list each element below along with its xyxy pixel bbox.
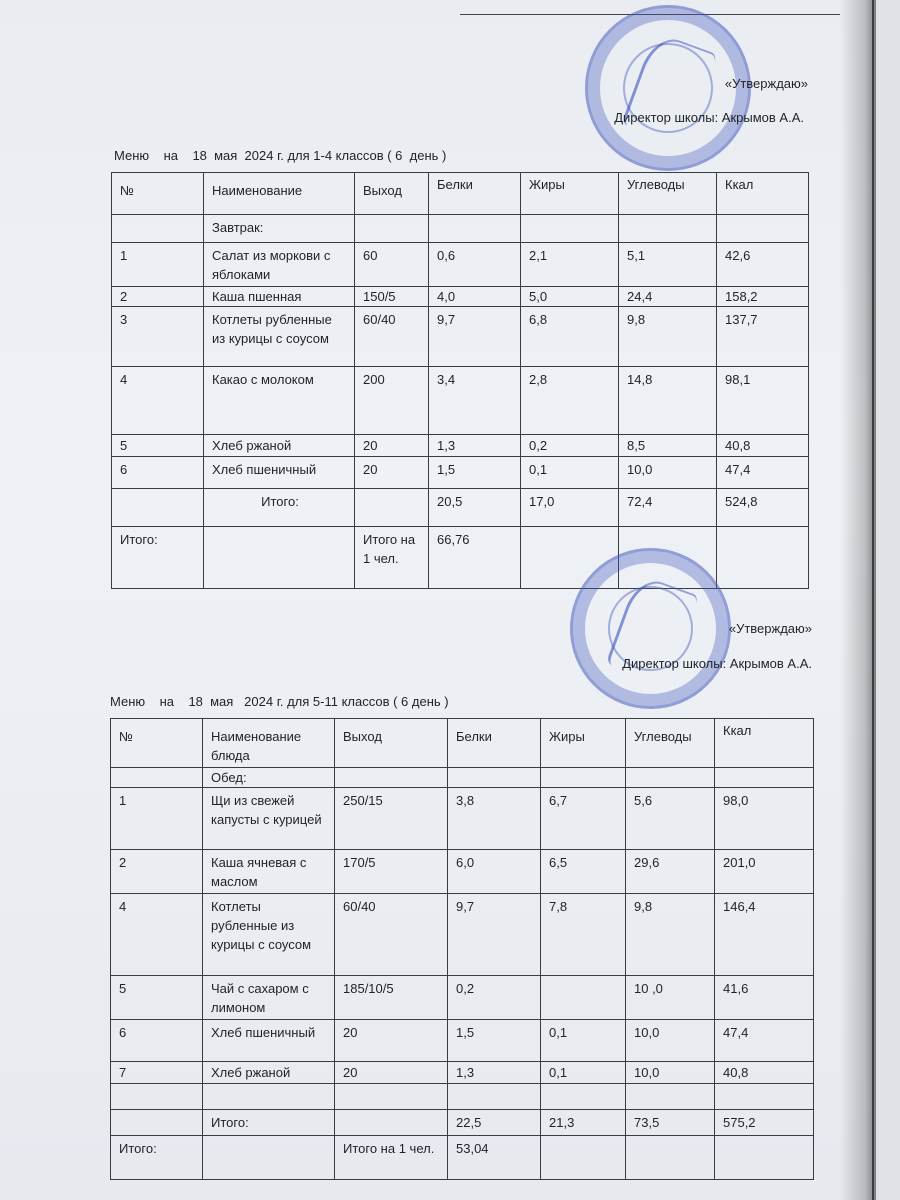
row-number: 6: [112, 457, 204, 489]
dish-protein: 4,0: [429, 287, 521, 307]
menu2-header-cell: Наименование блюда: [203, 719, 335, 768]
menu1-section-label: Завтрак:: [204, 215, 355, 243]
dish-name: Хлеб пшеничный: [204, 457, 355, 489]
dish-name: Чай с сахаром с лимоном: [203, 976, 335, 1020]
menu1-title: Меню на 18 мая 2024 г. для 1-4 классов ( 6 день ): [114, 148, 447, 163]
menu1-header-cell: №: [112, 173, 204, 215]
dish-protein: 1,5: [429, 457, 521, 489]
menu2-header-cell: №: [111, 719, 203, 768]
dish-output: 60/40: [355, 307, 429, 367]
menu1-header-cell: Белки: [429, 173, 521, 215]
table-row: [111, 976, 814, 1020]
dish-carbs: 5,6: [626, 788, 715, 850]
table-row: [111, 788, 814, 850]
dish-fat: [541, 976, 626, 1020]
dish-kcal: 201,0: [715, 850, 814, 894]
table-row: [111, 1062, 814, 1084]
menu2-header-cell: Ккал: [715, 719, 814, 768]
subtotal-kcal: 575,2: [715, 1110, 814, 1136]
menu2-subtotal-row: [111, 1110, 814, 1136]
menu1-table: [111, 172, 809, 589]
menu1-header-cell: Углеводы: [619, 173, 717, 215]
menu1-section-row: [112, 215, 809, 243]
dish-name: Хлеб пшеничный: [203, 1020, 335, 1062]
table-row: [112, 457, 809, 489]
menu1-header-cell: Наименование: [204, 173, 355, 215]
menu2-total-row: [111, 1136, 814, 1180]
dish-output: 20: [335, 1020, 448, 1062]
dish-carbs: 9,8: [626, 894, 715, 976]
dish-output: 60: [355, 243, 429, 287]
dish-kcal: 41,6: [715, 976, 814, 1020]
menu2-table: [110, 718, 814, 1180]
page-edge-shadow: [840, 0, 876, 1200]
dish-protein: 6,0: [448, 850, 541, 894]
row-number: 6: [111, 1020, 203, 1062]
row-number: 4: [111, 894, 203, 976]
table-row: [112, 367, 809, 435]
subtotal-fat: 17,0: [521, 489, 619, 527]
table-row: [112, 435, 809, 457]
menu1-header-cell: Жиры: [521, 173, 619, 215]
dish-protein: 0,2: [448, 976, 541, 1020]
dish-carbs: 14,8: [619, 367, 717, 435]
approve-label-1: «Утверждаю»: [724, 76, 808, 91]
dish-name: Котлеты рубленные из курицы с соусом: [203, 894, 335, 976]
dish-protein: 9,7: [429, 307, 521, 367]
dish-output: 185/10/5: [335, 976, 448, 1020]
dish-kcal: 40,8: [715, 1062, 814, 1084]
row-number: 3: [112, 307, 204, 367]
dish-output: 170/5: [335, 850, 448, 894]
dish-carbs: 8,5: [619, 435, 717, 457]
dish-kcal: 40,8: [717, 435, 809, 457]
dish-carbs: 10,0: [626, 1062, 715, 1084]
subtotal-kcal: 524,8: [717, 489, 809, 527]
dish-protein: 1,5: [448, 1020, 541, 1062]
dish-fat: 2,8: [521, 367, 619, 435]
dish-output: 60/40: [335, 894, 448, 976]
dish-kcal: 158,2: [717, 287, 809, 307]
dish-name: Какао с молоком: [204, 367, 355, 435]
dish-carbs: 29,6: [626, 850, 715, 894]
dish-name: Каша пшенная: [204, 287, 355, 307]
menu2-header-cell: Жиры: [541, 719, 626, 768]
dish-fat: 6,5: [541, 850, 626, 894]
dish-output: 200: [355, 367, 429, 435]
dish-protein: 1,3: [429, 435, 521, 457]
row-number: 4: [112, 367, 204, 435]
subtotal-protein: 22,5: [448, 1110, 541, 1136]
row-number: 1: [111, 788, 203, 850]
row-number: 5: [111, 976, 203, 1020]
underlying-page-edge: [872, 0, 900, 1200]
row-number: 1: [112, 243, 204, 287]
dish-fat: 0,1: [521, 457, 619, 489]
menu2-title: Меню на 18 мая 2024 г. для 5-11 классов ( 6 день ): [110, 694, 449, 709]
dish-protein: 0,6: [429, 243, 521, 287]
dish-kcal: 47,4: [715, 1020, 814, 1062]
menu2-empty-row: [111, 1084, 814, 1110]
dish-kcal: 98,0: [715, 788, 814, 850]
dish-carbs: 10 ,0: [626, 976, 715, 1020]
dish-protein: 9,7: [448, 894, 541, 976]
row-number: 2: [111, 850, 203, 894]
dish-carbs: 5,1: [619, 243, 717, 287]
menu2-header-cell: Белки: [448, 719, 541, 768]
dish-kcal: 47,4: [717, 457, 809, 489]
total-label: Итого:: [112, 527, 204, 589]
dish-name: Хлеб ржаной: [203, 1062, 335, 1084]
dish-kcal: 98,1: [717, 367, 809, 435]
table-row: [111, 894, 814, 976]
dish-carbs: 24,4: [619, 287, 717, 307]
row-number: 7: [111, 1062, 203, 1084]
menu2-section-label: Обед:: [203, 768, 335, 788]
per-person-value: 66,76: [429, 527, 521, 589]
dish-protein: 3,8: [448, 788, 541, 850]
menu1-header-cell: Ккал: [717, 173, 809, 215]
per-person-label: Итого на 1 чел.: [355, 527, 429, 589]
dish-output: 150/5: [355, 287, 429, 307]
dish-fat: 5,0: [521, 287, 619, 307]
total-label: Итого:: [111, 1136, 203, 1180]
dish-fat: 7,8: [541, 894, 626, 976]
dish-output: 20: [355, 435, 429, 457]
dish-output: 20: [335, 1062, 448, 1084]
director-label-2: Директор школы: Акрымов А.А.: [622, 656, 812, 671]
row-number: 5: [112, 435, 204, 457]
row-number: 2: [112, 287, 204, 307]
dish-kcal: 146,4: [715, 894, 814, 976]
table-row: [111, 850, 814, 894]
dish-fat: 6,8: [521, 307, 619, 367]
dish-name: Каша ячневая с маслом: [203, 850, 335, 894]
dish-name: Хлеб ржаной: [204, 435, 355, 457]
menu2-header-cell: Выход: [335, 719, 448, 768]
subtotal-carbs: 72,4: [619, 489, 717, 527]
subtotal-label: Итого:: [204, 489, 355, 527]
menu1-subtotal-row: [112, 489, 809, 527]
dish-fat: 2,1: [521, 243, 619, 287]
per-person-label: Итого на 1 чел.: [335, 1136, 448, 1180]
approve-label-2: «Утверждаю»: [728, 621, 812, 636]
dish-name: Щи из свежей капусты с курицей: [203, 788, 335, 850]
subtotal-fat: 21,3: [541, 1110, 626, 1136]
dish-carbs: 9,8: [619, 307, 717, 367]
per-person-value: 53,04: [448, 1136, 541, 1180]
menu2-section-row: [111, 768, 814, 788]
dish-protein: 3,4: [429, 367, 521, 435]
dish-output: 20: [355, 457, 429, 489]
dish-fat: 6,7: [541, 788, 626, 850]
dish-fat: 0,1: [541, 1062, 626, 1084]
dish-fat: 0,2: [521, 435, 619, 457]
dish-fat: 0,1: [541, 1020, 626, 1062]
menu2-header-row: [111, 719, 814, 768]
dish-output: 250/15: [335, 788, 448, 850]
dish-carbs: 10,0: [626, 1020, 715, 1062]
dish-kcal: 42,6: [717, 243, 809, 287]
dish-kcal: 137,7: [717, 307, 809, 367]
dish-name: Котлеты рубленные из курицы с соусом: [204, 307, 355, 367]
menu1-header-cell: Выход: [355, 173, 429, 215]
subtotal-protein: 20,5: [429, 489, 521, 527]
dish-carbs: 10,0: [619, 457, 717, 489]
table-row: [112, 307, 809, 367]
director-label-1: Директор школы: Акрымов А.А.: [614, 110, 804, 125]
subtotal-label: Итого:: [203, 1110, 335, 1136]
table-row: [112, 287, 809, 307]
table-row: [111, 1020, 814, 1062]
table-row: [112, 243, 809, 287]
menu1-header-row: [112, 173, 809, 215]
subtotal-carbs: 73,5: [626, 1110, 715, 1136]
menu2-header-cell: Углеводы: [626, 719, 715, 768]
dish-name: Салат из моркови с яблоками: [204, 243, 355, 287]
dish-protein: 1,3: [448, 1062, 541, 1084]
